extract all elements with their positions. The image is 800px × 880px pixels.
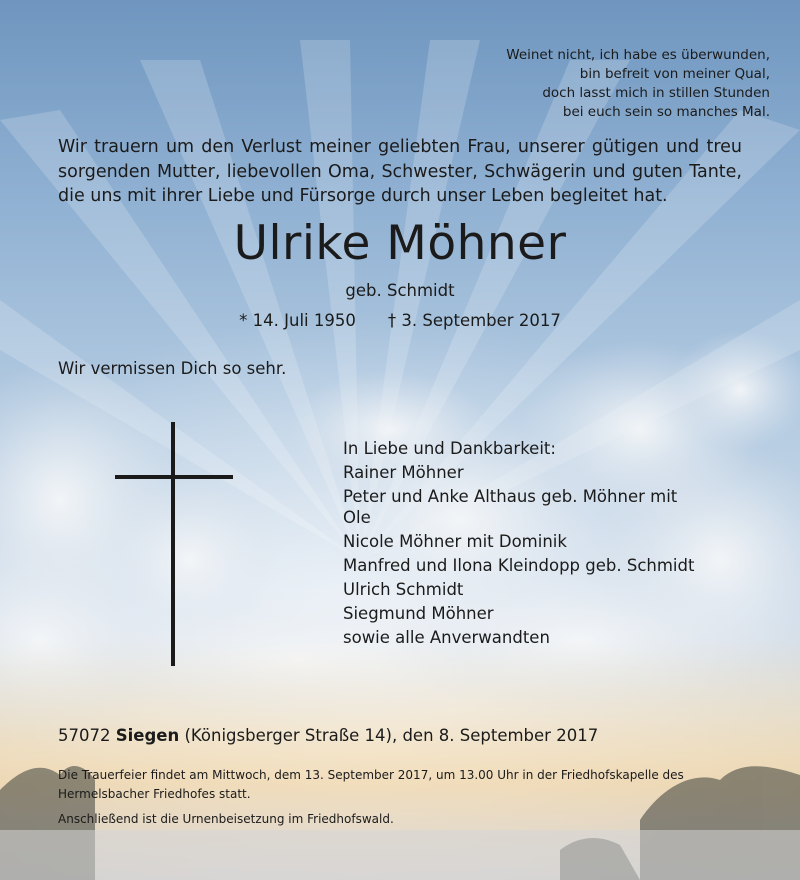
intro-text: Wir trauern um den Verlust meiner geliebten Frau, unserer gütigen und treu sorgenden Mutter, liebevollen Oma, Schwester, Schwägerin und guten Tante, die uns mit ihrer Liebe und Fürsorge durch unser Leben begleitet hat.: [58, 137, 742, 206]
mourner-entry: sowie alle Anverwandten: [343, 628, 550, 647]
death-date: † 3. September 2017: [387, 311, 561, 330]
mourner-entry: Rainer Möhner: [343, 463, 464, 482]
cross-vertical-bar: [171, 422, 175, 666]
funeral-notices: [58, 766, 742, 829]
deceased-name: Ulrike Möhner: [233, 216, 567, 271]
funeral-notice: Die Trauerfeier findet am Mittwoch, dem 13. September 2017, um 13.00 Uhr in der Friedhofskapelle des Hermelsbacher Friedhofes statt.: [58, 768, 684, 801]
mourner-entry: Siegmund Möhner: [343, 604, 494, 623]
mourner-entry: Ulrich Schmidt: [343, 580, 464, 599]
life-dates: [0, 310, 800, 332]
mourners-list: [343, 438, 763, 651]
mourner-entry: Nicole Möhner mit Dominik: [343, 532, 567, 551]
poem: [350, 46, 770, 122]
city-name: Siegen: [115, 726, 180, 745]
mourner-entry: Peter und Anke Althaus geb. Möhner mit Ole: [343, 487, 678, 527]
birth-date: * 14. Juli 1950: [239, 311, 356, 330]
burial-notice: Anschließend ist die Urnenbeisetzung im Friedhofswald.: [58, 812, 394, 826]
miss-line: Wir vermissen Dich so sehr.: [58, 359, 287, 378]
poem-line: doch lasst mich in stillen Stunden: [542, 85, 770, 101]
place-and-date: [58, 725, 598, 747]
mourner-entry: Manfred und Ilona Kleindopp geb. Schmidt: [343, 556, 695, 575]
poem-line: bin befreit von meiner Qual,: [579, 66, 770, 82]
poem-line: bei euch sein so manches Mal.: [562, 104, 770, 120]
poem-line: Weinet nicht, ich habe es überwunden,: [506, 47, 770, 63]
mourners-heading: In Liebe und Dankbarkeit:: [343, 439, 556, 458]
postcode: 57072: [58, 726, 111, 745]
cross-horizontal-bar: [115, 475, 233, 479]
address-and-date: (Königsberger Straße 14), den 8. September 2017: [184, 726, 599, 745]
birth-name: geb. Schmidt: [345, 281, 455, 300]
